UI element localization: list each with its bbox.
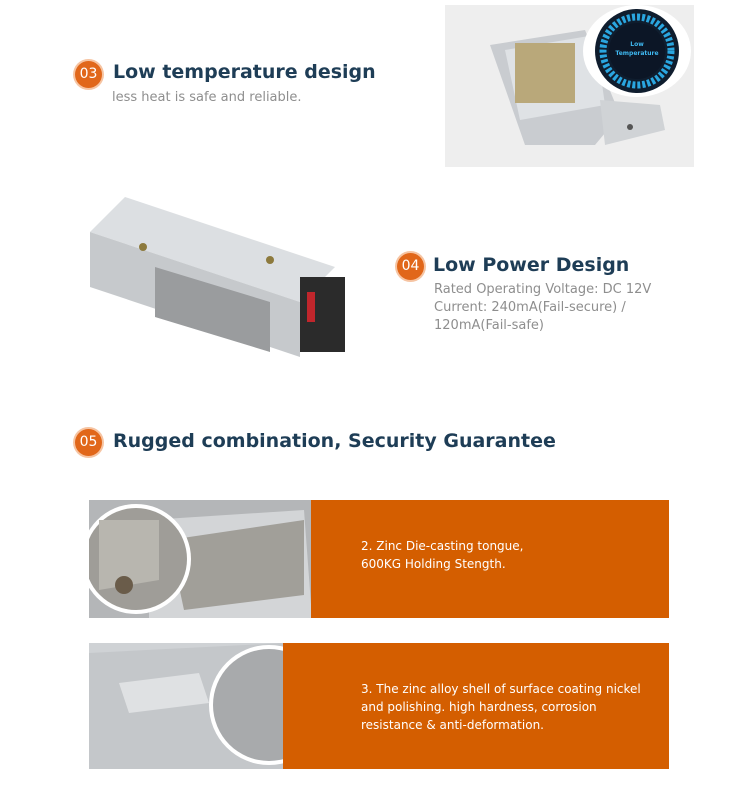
gauge-label-line1: Low	[630, 41, 644, 48]
feature-line: 2. Zinc Die-casting tongue,	[361, 539, 524, 553]
feature-text-tongue	[361, 537, 523, 573]
lock-photo-low-power	[85, 192, 355, 362]
feature-text-shell	[361, 680, 641, 734]
lock-photo-low-temperature	[445, 5, 694, 167]
feature-photo-shell	[89, 643, 283, 769]
section-title-low-power: Low Power Design	[433, 254, 630, 276]
section-title-rugged: Rugged combination, Security Guarantee	[113, 430, 556, 452]
gauge-label-line2: Temperature	[615, 50, 659, 57]
feature-line: 3. The zinc alloy shell of surface coating nickel	[361, 682, 641, 696]
current-line-2: 120mA(Fail-safe)	[434, 318, 544, 333]
section-title-low-temperature: Low temperature design	[113, 61, 376, 83]
strike-lock-side-image	[85, 192, 355, 362]
section-badge-05: 05	[75, 429, 102, 456]
section-desc-low-power	[434, 281, 651, 335]
voltage-line: Rated Operating Voltage: DC 12V	[434, 282, 652, 297]
section-badge-04: 04	[397, 253, 424, 280]
feature-line: 600KG Holding Stength.	[361, 557, 506, 571]
feature-panel-tongue	[311, 500, 669, 618]
feature-line: resistance & anti-deformation.	[361, 718, 544, 732]
current-line-1: Current: 240mA(Fail-secure) /	[434, 300, 626, 315]
section-badge-03: 03	[75, 61, 102, 88]
feature-line: and polishing. high hardness, corrosion	[361, 700, 597, 714]
feature-panel-shell	[283, 643, 669, 769]
gauge-label	[583, 40, 691, 58]
shell-closeup-image	[89, 643, 283, 769]
feature-photo-tongue	[89, 500, 312, 618]
section-desc-low-temperature: less heat is safe and reliable.	[112, 90, 302, 105]
temperature-gauge	[583, 5, 691, 97]
tongue-closeup-image	[89, 500, 312, 618]
